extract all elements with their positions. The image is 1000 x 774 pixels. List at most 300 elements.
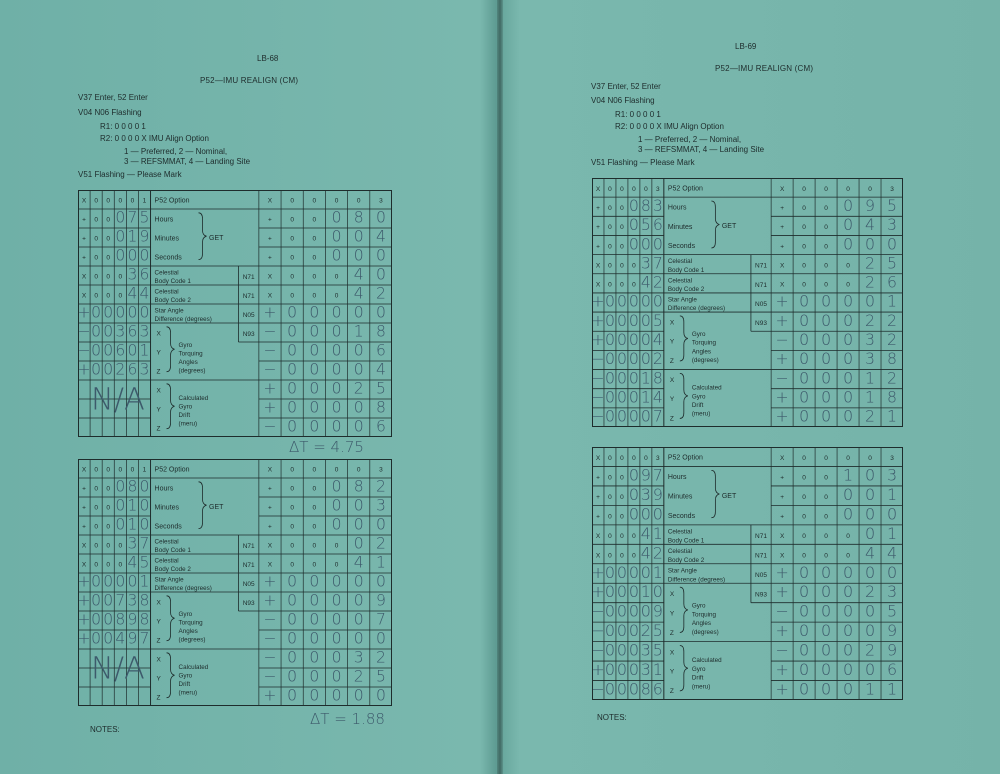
axis-x-label: X [156, 330, 161, 338]
printed-digit: 0 [608, 552, 612, 560]
handwritten-digit: 6 [127, 360, 138, 379]
handwritten-digit: 4 [127, 284, 138, 303]
printed-digit: 0 [608, 243, 612, 251]
printed-digit: 0 [312, 542, 317, 550]
handwritten-digit: 4 [640, 543, 651, 563]
gyro-torquing-label: Torquing [178, 350, 203, 358]
instruction-line: V37 Enter, 52 Enter [591, 82, 661, 91]
page-number: LB-69 [735, 42, 757, 51]
handwritten-digit: 0 [287, 591, 298, 610]
axis-z-label: Z [156, 694, 161, 702]
handwritten-digit: + [775, 582, 789, 602]
gyro-torquing-label: (degrees) [178, 367, 206, 375]
gyro-torquing-label: Gyro [178, 341, 193, 349]
p52-grid-svg [592, 447, 903, 700]
printed-digit: X [779, 185, 785, 193]
printed-digit: 0 [94, 235, 98, 243]
printed-digit: 0 [620, 513, 624, 521]
printed-digit: 0 [620, 262, 624, 270]
handwritten-digit: 0 [604, 660, 616, 680]
printed-digit: 0 [312, 466, 317, 474]
star-angle-label: Star Angle [154, 576, 184, 584]
printed-digit: 0 [290, 542, 294, 550]
handwritten-digit: 0 [91, 360, 102, 379]
n71-label: N71 [755, 533, 767, 541]
handwritten-digit: 8 [652, 368, 663, 388]
printed-digit: + [82, 235, 86, 243]
printed-digit: X [779, 552, 785, 560]
handwritten-digit: 0 [616, 349, 627, 369]
handwritten-digit: 7 [652, 253, 663, 273]
printed-digit: 0 [824, 455, 828, 463]
printed-digit: 0 [290, 197, 294, 205]
printed-digit: 0 [824, 243, 828, 251]
printed-digit: 0 [620, 455, 624, 463]
handwritten-digit: 3 [127, 591, 138, 610]
handwritten-digit: 0 [353, 515, 364, 534]
handwritten-digit: 0 [309, 648, 320, 667]
drift-brace [167, 653, 175, 698]
celestial-code-1-label: Body Code 1 [667, 537, 705, 545]
handwritten-digit: 0 [628, 368, 639, 388]
axis-x-label: X [156, 599, 161, 607]
printed-digit: 3 [379, 466, 383, 474]
printed-digit: 0 [846, 281, 850, 289]
printed-digit: 1 [142, 466, 147, 474]
printed-digit: 0 [608, 493, 612, 501]
printed-digit: 0 [846, 185, 850, 193]
printed-digit: 0 [334, 273, 339, 281]
handwritten-digit: 0 [628, 679, 639, 699]
gyro-torquing-label: (degrees) [691, 356, 719, 364]
seconds-label: Seconds [667, 242, 696, 250]
handwritten-digit: 2 [887, 330, 898, 350]
handwritten-digit: 0 [616, 621, 628, 641]
handwritten-digit: 0 [91, 629, 102, 648]
handwritten-digit: 0 [799, 601, 810, 621]
handwritten-digit: 0 [821, 679, 832, 699]
axis-x-label: X [669, 649, 675, 657]
handwritten-digit: 0 [375, 208, 386, 227]
handwritten-digit: 0 [616, 387, 627, 407]
get-brace [711, 470, 719, 517]
printed-digit: 0 [312, 235, 317, 243]
printed-digit: X [267, 273, 273, 281]
n71-label: N71 [755, 262, 767, 270]
handwritten-digit: 1 [139, 341, 150, 360]
handwritten-digit: 8 [353, 208, 364, 227]
axis-z-label: Z [156, 425, 161, 433]
printed-digit: X [81, 197, 87, 205]
handwritten-digit: 0 [331, 477, 342, 496]
handwritten-digit: 1 [652, 562, 663, 582]
handwritten-digit: 6 [375, 417, 386, 436]
handwritten-digit: 0 [799, 640, 810, 660]
printed-digit: 0 [802, 455, 806, 463]
printed-digit: X [779, 455, 785, 463]
handwritten-digit: 0 [331, 341, 342, 360]
handwritten-digit: 9 [886, 621, 898, 641]
handwritten-digit: 5 [652, 310, 663, 330]
handwritten-digit: 3 [640, 640, 651, 660]
handwritten-digit: 0 [103, 610, 114, 629]
gyro-torquing-label: (degrees) [178, 636, 206, 644]
printed-digit: + [596, 474, 600, 482]
printed-digit: 0 [824, 513, 828, 521]
handwritten-digit: + [591, 582, 605, 602]
printed-digit: 0 [620, 204, 624, 212]
printed-digit: 0 [290, 273, 294, 281]
handwritten-digit: 1 [842, 465, 854, 485]
handwritten-digit: 0 [91, 591, 102, 610]
gyro-torquing-label: Gyro [178, 610, 193, 618]
printed-digit: 0 [868, 455, 872, 463]
drift-brace [680, 646, 688, 691]
printed-digit: 0 [608, 281, 612, 289]
axis-z-label: Z [669, 357, 674, 365]
gyro-drift-label: (meru) [691, 683, 711, 691]
printed-digit: 0 [846, 262, 850, 270]
handwritten-digit: 4 [652, 387, 663, 407]
handwritten-digit: + [591, 330, 605, 350]
hours-label: Hours [154, 485, 174, 493]
handwritten-digit: 0 [331, 303, 342, 322]
handwritten-digit: 0 [331, 515, 342, 534]
handwritten-digit: 0 [799, 310, 810, 330]
seconds-label: Seconds [667, 513, 696, 521]
not-applicable-mark: N/A [91, 651, 145, 687]
handwritten-digit: 1 [864, 679, 876, 699]
gyro-torquing-label: Gyro [691, 331, 706, 339]
handwritten-digit: 4 [353, 553, 364, 572]
handwritten-digit: 9 [886, 640, 898, 660]
handwritten-digit: 0 [842, 562, 854, 582]
n05-label: N05 [755, 572, 767, 580]
printed-digit: 0 [802, 262, 806, 270]
handwritten-digit: 5 [139, 553, 150, 572]
printed-digit: 0 [94, 466, 98, 474]
printed-digit: 0 [356, 197, 361, 205]
printed-digit: + [82, 523, 86, 531]
n05-label: N05 [755, 300, 767, 308]
printed-digit: 0 [290, 216, 294, 224]
handwritten-digit: 0 [103, 303, 114, 322]
delta-t-annotation: ΔT = 1.88 [310, 710, 385, 728]
gyro-torquing-label: Torquing [691, 339, 716, 347]
printed-digit: X [267, 197, 273, 205]
handwritten-digit: 5 [375, 667, 386, 686]
handwritten-digit: 8 [375, 322, 386, 341]
handwritten-digit: 2 [353, 379, 364, 398]
n93-label: N93 [755, 591, 767, 599]
handwritten-digit: − [263, 341, 277, 360]
handwritten-digit: 0 [353, 496, 364, 515]
printed-digit: 0 [824, 493, 828, 501]
handwritten-digit: 5 [139, 208, 150, 227]
handwritten-digit: 3 [887, 215, 898, 235]
star-angle-label: Star Angle [154, 307, 184, 315]
star-angle-label: Difference (degrees) [667, 576, 726, 584]
printed-digit: 0 [824, 474, 828, 482]
gyro-drift-label: Calculated [178, 394, 209, 402]
align-options: 3 — REFSMMAT, 4 — Landing Site [124, 157, 251, 166]
handwritten-digit: 3 [865, 349, 876, 369]
instruction-line: V51 Flashing — Please Mark [591, 158, 695, 167]
handwritten-digit: 0 [353, 341, 364, 360]
handwritten-digit: 1 [887, 406, 898, 426]
handwritten-digit: 3 [127, 534, 138, 553]
handwritten-digit: 0 [127, 572, 138, 591]
get-label: GET [721, 492, 737, 500]
printed-digit: 0 [334, 466, 339, 474]
printed-digit: 0 [130, 197, 135, 205]
handwritten-digit: 5 [886, 601, 898, 621]
printed-digit: 0 [290, 466, 294, 474]
n71-label: N71 [242, 292, 255, 300]
printed-digit: 0 [608, 224, 612, 232]
printed-digit: 0 [106, 523, 111, 531]
page-number: LB-68 [257, 54, 279, 63]
handwritten-digit: 0 [103, 322, 114, 341]
handwritten-digit: 1 [886, 523, 898, 543]
handwritten-digit: 0 [309, 379, 320, 398]
printed-digit: 0 [620, 281, 624, 289]
handwritten-digit: 0 [139, 515, 150, 534]
handwritten-digit: 6 [652, 679, 663, 699]
handwritten-digit: 0 [353, 227, 364, 246]
printed-digit: 0 [312, 216, 317, 224]
n71-label: N71 [242, 273, 255, 281]
handwritten-digit: 0 [139, 246, 150, 265]
handwritten-digit: − [263, 610, 277, 629]
handwritten-digit: 8 [127, 477, 138, 496]
handwritten-digit: + [775, 660, 789, 680]
handwritten-digit: 0 [91, 303, 102, 322]
printed-digit: 0 [94, 216, 98, 224]
handwritten-digit: 0 [309, 572, 320, 591]
n71-label: N71 [755, 281, 767, 289]
printed-digit: 0 [620, 532, 624, 540]
handwritten-digit: 5 [887, 253, 898, 273]
handwritten-digit: 0 [287, 341, 298, 360]
celestial-code-1-label: Body Code 1 [667, 266, 705, 274]
printed-digit: X [81, 561, 87, 569]
handwritten-digit: 6 [886, 660, 898, 680]
gyro-drift-label: Gyro [178, 672, 193, 680]
handwritten-digit: 0 [843, 330, 854, 350]
handwritten-digit: − [591, 621, 605, 641]
handwritten-digit: 0 [287, 379, 298, 398]
handwritten-digit: 0 [616, 660, 628, 680]
minutes-label: Minutes [154, 235, 180, 243]
handwritten-digit: 0 [331, 322, 342, 341]
handwritten-digit: 0 [616, 562, 628, 582]
handwritten-digit: 0 [91, 610, 102, 629]
printed-digit: 0 [106, 504, 111, 512]
handwritten-digit: 4 [886, 543, 898, 563]
handwritten-digit: 1 [886, 679, 898, 699]
not-applicable-mark: N/A [91, 382, 145, 418]
celestial-code-2-label: Body Code 2 [154, 297, 191, 305]
handwritten-digit: 2 [652, 349, 663, 369]
printed-digit: X [779, 262, 785, 270]
gyro-torquing-label: Gyro [691, 602, 706, 610]
handwritten-digit: 0 [353, 360, 364, 379]
printed-digit: 0 [632, 532, 636, 540]
handwritten-digit: 2 [887, 310, 898, 330]
printed-digit: + [268, 254, 272, 262]
handwritten-digit: 0 [652, 504, 663, 524]
handwritten-digit: 1 [127, 515, 138, 534]
printed-digit: X [267, 561, 273, 569]
handwritten-digit: 4 [640, 523, 651, 543]
handwritten-digit: 0 [616, 330, 627, 350]
handwritten-digit: 0 [821, 562, 832, 582]
printed-digit: X [81, 292, 87, 300]
printed-digit: + [780, 493, 785, 501]
printed-digit: + [82, 485, 86, 493]
handwritten-digit: 7 [139, 629, 150, 648]
handwritten-digit: 3 [886, 465, 898, 485]
handwritten-digit: 7 [127, 208, 138, 227]
handwritten-digit: 0 [375, 246, 386, 265]
printed-digit: 0 [290, 561, 294, 569]
handwritten-digit: 0 [886, 504, 898, 524]
handwritten-digit: 1 [640, 387, 651, 407]
handwritten-digit: 8 [887, 387, 898, 407]
handwritten-digit: 0 [616, 368, 627, 388]
handwritten-digit: 9 [652, 601, 663, 621]
handwritten-digit: + [591, 660, 605, 680]
celestial-code-1-label: Celestial [154, 269, 179, 277]
handwritten-digit: 0 [843, 291, 854, 311]
handwritten-digit: 3 [865, 330, 876, 350]
handwritten-digit: 0 [604, 582, 616, 602]
printed-digit: 0 [608, 532, 612, 540]
handwritten-digit: 0 [375, 303, 386, 322]
gyro-drift-label: Drift [691, 674, 704, 682]
printed-digit: 0 [94, 197, 98, 205]
printed-digit: + [780, 513, 785, 521]
handwritten-digit: 0 [353, 572, 364, 591]
printed-digit: 0 [106, 466, 111, 474]
p52-data-form [78, 190, 392, 437]
axis-x-label: X [156, 656, 161, 664]
handwritten-digit: 0 [375, 515, 386, 534]
handwritten-digit: 0 [287, 667, 298, 686]
printed-digit: 0 [632, 281, 636, 289]
handwritten-digit: 0 [353, 686, 364, 705]
handwritten-digit: 3 [353, 648, 364, 667]
printed-digit: + [780, 243, 785, 251]
handwritten-digit: 0 [799, 387, 810, 407]
align-options: 1 — Preferred, 2 — Nominal, [124, 147, 228, 156]
handwritten-digit: 0 [103, 360, 114, 379]
printed-digit: 0 [290, 504, 294, 512]
handwritten-digit: 0 [331, 686, 342, 705]
printed-digit: X [267, 292, 273, 300]
handwritten-digit: 0 [616, 291, 627, 311]
gyro-drift-label: Drift [691, 401, 704, 409]
printed-digit: 0 [802, 552, 806, 560]
handwritten-digit: 9 [865, 195, 876, 215]
handwritten-digit: 0 [287, 572, 298, 591]
handwritten-digit: 0 [375, 265, 386, 284]
get-label: GET [721, 223, 737, 231]
handwritten-digit: 0 [353, 246, 364, 265]
handwritten-digit: − [263, 629, 277, 648]
handwritten-digit: 0 [821, 387, 832, 407]
notes-label: NOTES: [597, 713, 627, 722]
handwritten-digit: 0 [331, 629, 342, 648]
handwritten-digit: 0 [864, 601, 876, 621]
handwritten-digit: − [591, 679, 605, 699]
handwritten-digit: 0 [640, 406, 651, 426]
printed-digit: 0 [118, 197, 123, 205]
handwritten-digit: 0 [331, 667, 342, 686]
handwritten-digit: 1 [640, 582, 651, 602]
handwritten-digit: 0 [628, 234, 639, 254]
gyro-drift-label: Calculated [691, 657, 722, 665]
printed-digit: 0 [802, 243, 806, 251]
handwritten-digit: 0 [799, 621, 810, 641]
handwritten-digit: 0 [640, 504, 651, 524]
gyro-torquing-label: Angles [178, 627, 198, 635]
printed-digit: X [267, 466, 273, 474]
handwritten-digit: 0 [91, 572, 102, 591]
printed-digit: 0 [312, 292, 317, 300]
handwritten-digit: 0 [309, 398, 320, 417]
handwritten-digit: 0 [287, 303, 298, 322]
handwritten-digit: 0 [139, 303, 150, 322]
handwritten-digit: 4 [652, 330, 663, 350]
gyro-drift-label: Calculated [178, 663, 209, 671]
printed-digit: + [596, 224, 600, 232]
gyro-drift-label: (meru) [178, 689, 198, 697]
printed-digit: 0 [94, 292, 98, 300]
handwritten-digit: 0 [287, 610, 298, 629]
handwritten-digit: 7 [652, 465, 663, 485]
celestial-code-1-label: Body Code 1 [154, 547, 191, 555]
printed-digit: 0 [644, 185, 648, 193]
handwritten-digit: + [775, 387, 789, 407]
printed-digit: 0 [632, 552, 636, 560]
handwritten-digit: 0 [821, 310, 832, 330]
handwritten-digit: 0 [604, 601, 616, 621]
handwritten-digit: 1 [640, 368, 651, 388]
handwritten-digit: 0 [331, 610, 342, 629]
hours-label: Hours [667, 204, 687, 212]
handwritten-digit: 9 [127, 610, 138, 629]
axis-x-label: X [156, 387, 161, 395]
handwritten-digit: 2 [864, 582, 876, 602]
printed-digit: 0 [94, 254, 98, 262]
handwritten-digit: 0 [115, 303, 126, 322]
handwritten-digit: 0 [616, 310, 627, 330]
star-angle-label: Difference (degrees) [154, 585, 212, 593]
gyro-torquing-label: Angles [691, 348, 712, 356]
handwritten-digit: 0 [799, 660, 810, 680]
handwritten-digit: 0 [115, 246, 126, 265]
printed-digit: 0 [620, 224, 624, 232]
handwritten-digit: 0 [103, 629, 114, 648]
star-angle-label: Difference (degrees) [667, 305, 726, 313]
printed-digit: 0 [644, 455, 648, 463]
printed-digit: + [268, 485, 272, 493]
handwritten-digit: 0 [115, 496, 126, 515]
handwritten-digit: + [775, 679, 789, 699]
handwritten-digit: 3 [139, 322, 150, 341]
